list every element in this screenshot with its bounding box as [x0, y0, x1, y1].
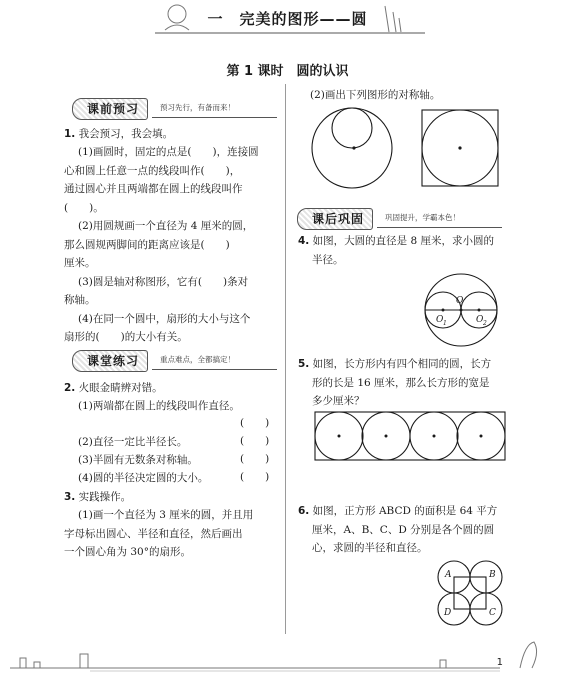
square-circle-figure	[422, 110, 498, 186]
preview-motto: 预习先行，有备而来！	[160, 103, 235, 112]
banner-rule	[152, 117, 277, 118]
text-line: (4)在同一个圆中，扇形的大小与这个	[78, 312, 251, 325]
label-o2-subscript: 2	[483, 320, 487, 327]
question-2-item: (2)直径一定比半径长。	[78, 436, 188, 448]
label-o1-subscript: 1	[443, 320, 447, 327]
lesson-title: 第 1 课时 圆的认识	[226, 64, 349, 79]
question-number: 5.	[298, 358, 310, 370]
label-d: D	[444, 608, 452, 618]
question-number: 1.	[64, 128, 76, 140]
question-number: 2.	[64, 382, 76, 394]
text-line: 字母标出圆心、半径和直径，然后画出	[64, 527, 243, 540]
text-line: 扇形的( )的大小有关。	[64, 331, 188, 343]
chapter-title: 一 完美的图形——圆	[207, 10, 368, 28]
label-o: O	[456, 296, 464, 306]
label-a: A	[445, 570, 452, 580]
label-o1: O	[436, 315, 444, 325]
center-dot	[352, 146, 355, 149]
text-line: (1)画一个直径为 3 厘米的圆，并且用	[78, 509, 254, 521]
square-abcd	[454, 577, 486, 609]
question-5-figure	[313, 408, 509, 464]
review-motto: 巩固提升，学霸本色！	[385, 213, 460, 222]
question-3-part-2: (2)画出下列图形的对称轴。	[310, 89, 441, 101]
question-2-item: (3)半圆有无数条对称轴。	[78, 454, 198, 466]
text-line: 厘米。	[64, 257, 96, 269]
question-1-title	[64, 125, 173, 144]
question-text: 火眼金睛辨对错。	[78, 382, 163, 394]
question-1-body	[64, 143, 259, 347]
answer-parens[interactable]: ( )	[240, 417, 270, 429]
answer-parens[interactable]: ( )	[240, 471, 270, 483]
text-line: 厘米，A、B、C、D 分别是各个圆的圆	[312, 523, 495, 536]
text-line: 如图，长方形内有四个相同的圆，长方	[312, 358, 492, 370]
footer-ornament	[0, 638, 575, 678]
question-2-title	[64, 379, 163, 398]
text-line: 一个圆心角为 30°的扇形。	[64, 546, 191, 558]
banner-rule	[377, 227, 502, 228]
text-line: (3)圆是轴对称图形，它有( )条对	[78, 275, 249, 288]
label-o2: O	[476, 315, 484, 325]
text-line: 如图，大圆的直径是 8 厘米，求小圆的	[312, 235, 494, 247]
review-banner	[297, 208, 502, 230]
question-4-figure	[418, 272, 508, 352]
practice-banner	[72, 350, 277, 372]
question-3-title	[64, 488, 131, 507]
question-text: 我会预习，我会填。	[78, 128, 174, 140]
text-line: 心和圆上任意一点的线段叫作( )，	[64, 164, 241, 177]
text-line: 称轴。	[64, 294, 96, 306]
question-6	[298, 502, 497, 558]
label-c: C	[489, 608, 496, 618]
text-line: 心，求圆的半径和直径。	[312, 542, 428, 554]
text-line: 通过圆心并且两端都在圆上的线段叫作	[64, 183, 243, 195]
preview-tag: 课前预习	[72, 98, 148, 120]
center-dot	[478, 309, 481, 312]
text-line: (2)用圆规画一个直径为 4 厘米的圆，	[78, 220, 254, 232]
text-line: 形的长是 16 厘米，那么长方形的宽是	[312, 376, 490, 389]
text-line: 半径。	[312, 253, 344, 266]
text-line: 那么圆规两脚间的距离应该是( )	[64, 238, 230, 251]
center-dot	[442, 309, 445, 312]
practice-motto: 重点难点，全都搞定！	[160, 355, 235, 364]
practice-tag: 课堂练习	[72, 350, 148, 372]
answer-parens[interactable]: ( )	[240, 435, 270, 447]
review-tag: 课后巩固	[297, 208, 373, 230]
question-2-item: (1)两端都在圆上的线段叫作直径。	[78, 400, 240, 412]
center-dot	[385, 435, 388, 438]
question-number: 4.	[298, 235, 310, 247]
page-number: 1	[496, 657, 503, 668]
question-3-body	[64, 506, 254, 562]
center-dot	[460, 309, 463, 312]
center-dot	[433, 435, 436, 438]
center-dot	[480, 435, 483, 438]
question-number: 6.	[298, 505, 310, 517]
preview-banner	[72, 98, 277, 120]
center-dot	[338, 435, 341, 438]
question-text: 实践操作。	[78, 491, 132, 503]
question-4	[298, 232, 494, 269]
small-circle	[332, 108, 372, 148]
question-2-item: (4)圆的半径决定圆的大小。	[78, 472, 209, 484]
center-dot	[458, 146, 461, 149]
question-number: 3.	[64, 491, 76, 503]
nested-circles-figure	[312, 108, 392, 188]
symmetry-figures	[310, 104, 510, 194]
label-b: B	[489, 570, 496, 580]
text-line: (1)画圆时，固定的点是( )，连接圆	[78, 146, 259, 158]
banner-rule	[152, 369, 277, 370]
question-5	[298, 355, 491, 411]
answer-parens[interactable]: ( )	[240, 453, 270, 465]
text-line: 如图，正方形 ABCD 的面积是 64 平方	[312, 505, 498, 517]
text-line: ( )。	[64, 201, 104, 214]
column-divider	[285, 84, 286, 634]
question-6-figure	[435, 560, 505, 628]
text-line: 多少厘米？	[312, 395, 365, 407]
